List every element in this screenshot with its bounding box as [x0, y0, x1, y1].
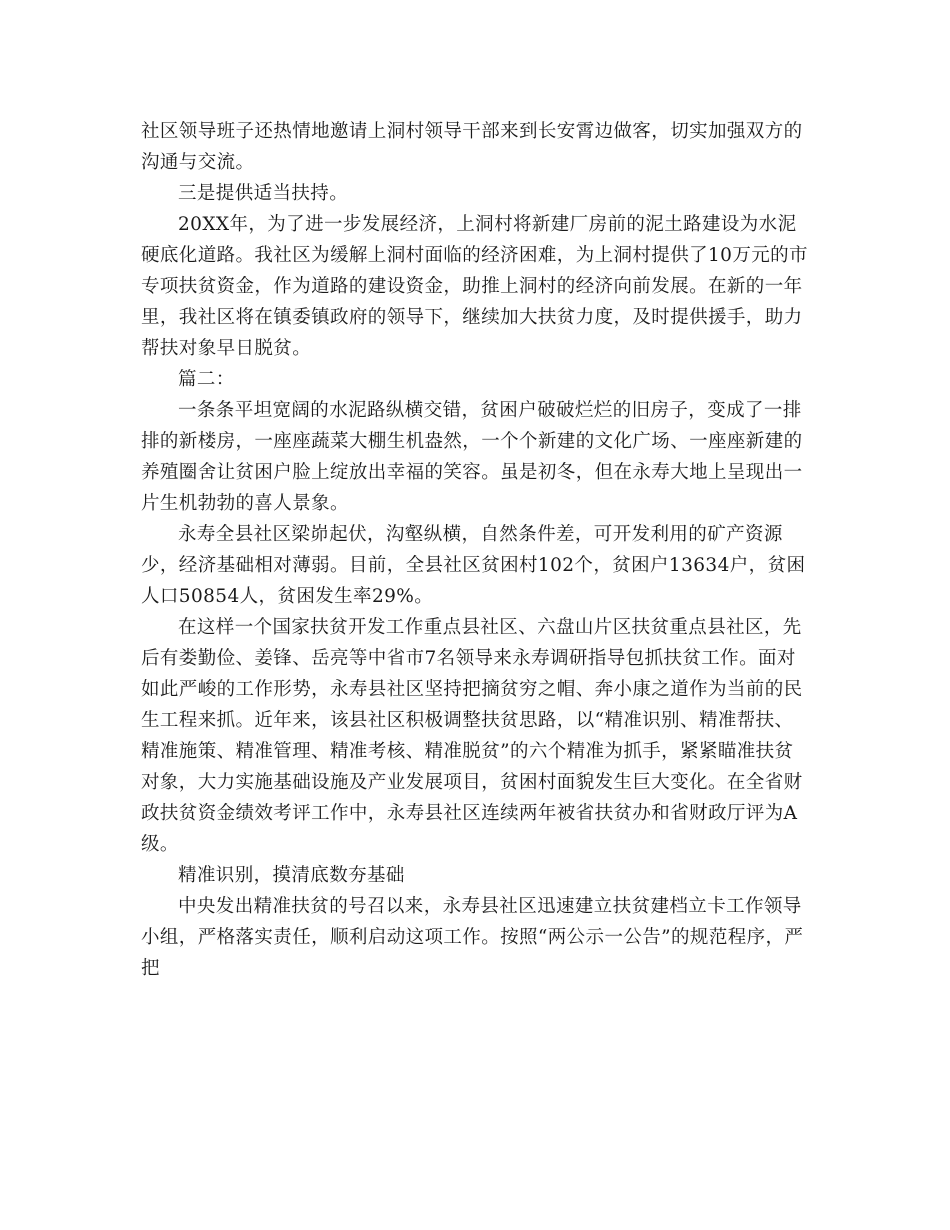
- paragraph-poverty-work: 在这样一个国家扶贫开发工作重点县社区、六盘山片区扶贫重点县社区，先后有娄勤俭、姜锋、岳亮等中省市7名领导来永寿调研指导包抓扶贫工作。面对如此严峻的工作形势，永寿县社区坚持把摘贫穷之帽、奔小康之道作为当前的民生工程来抓。近年来，该县社区积极调整扶贫思路，以“精准识别、精准帮扶、精准施策、精准管理、精准考核、精准脱贫”的六个精准为抓手，紧紧瞄准扶贫对象，大力实施基础设施及产业发展项目，贫困村面貌发生巨大变化。在全省财政扶贫资金绩效考评工作中，永寿县社区连续两年被省扶贫办和省财政厅评为A级。: [141, 617, 803, 855]
- paragraph-central-call: 中央发出精准扶贫的号召以来，永寿县社区迅速建立扶贫建档立卡工作领导小组，严格落实责任，顺利启动这项工作。按照“两公示一公告”的规范程序，严把: [141, 896, 804, 979]
- section-heading-support: 三是提供适当扶持。: [178, 183, 349, 204]
- section-heading-precise-identification: 精准识别，摸清底数夯基础: [178, 865, 405, 886]
- paragraph-road-construction: 20XX年，为了进一步发展经济，上洞村将新建厂房前的泥土路建设为水泥硬底化道路。我社区为缓解上洞村面临的经济困难，为上洞村提供了10万元的市专项扶贫资金，作为道路的建设资金，助推上洞村的经济向前发展。在新的一年里，我社区将在镇委镇政府的领导下，继续加大扶贫力度，及时提供援手，助力帮扶对象早日脱贫。: [141, 214, 808, 359]
- paragraph-continuation: 社区领导班子还热情地邀请上洞村领导干部来到长安霄边做客，切实加强双方的沟通与交流。: [141, 121, 803, 173]
- document-body: [141, 116, 811, 984]
- section-heading-part-two: 篇二：: [178, 369, 235, 390]
- paragraph-county-statistics: 永寿全县社区梁峁起伏，沟壑纵横，自然条件差，可开发利用的矿产资源少，经济基础相对薄弱。目前，全县社区贫困村102个，贫困户13634户，贫困人口50854人，贫困发生率29%。: [141, 524, 806, 607]
- paragraph-scenery: 一条条平坦宽阔的水泥路纵横交错，贫困户破破烂烂的旧房子，变成了一排排的新楼房，一座座蔬菜大棚生机盎然，一个个新建的文化广场、一座座新建的养殖圈舍让贫困户脸上绽放出幸福的笑容。虽是初冬，但在永寿大地上呈现出一片生机勃勃的喜人景象。: [141, 400, 803, 514]
